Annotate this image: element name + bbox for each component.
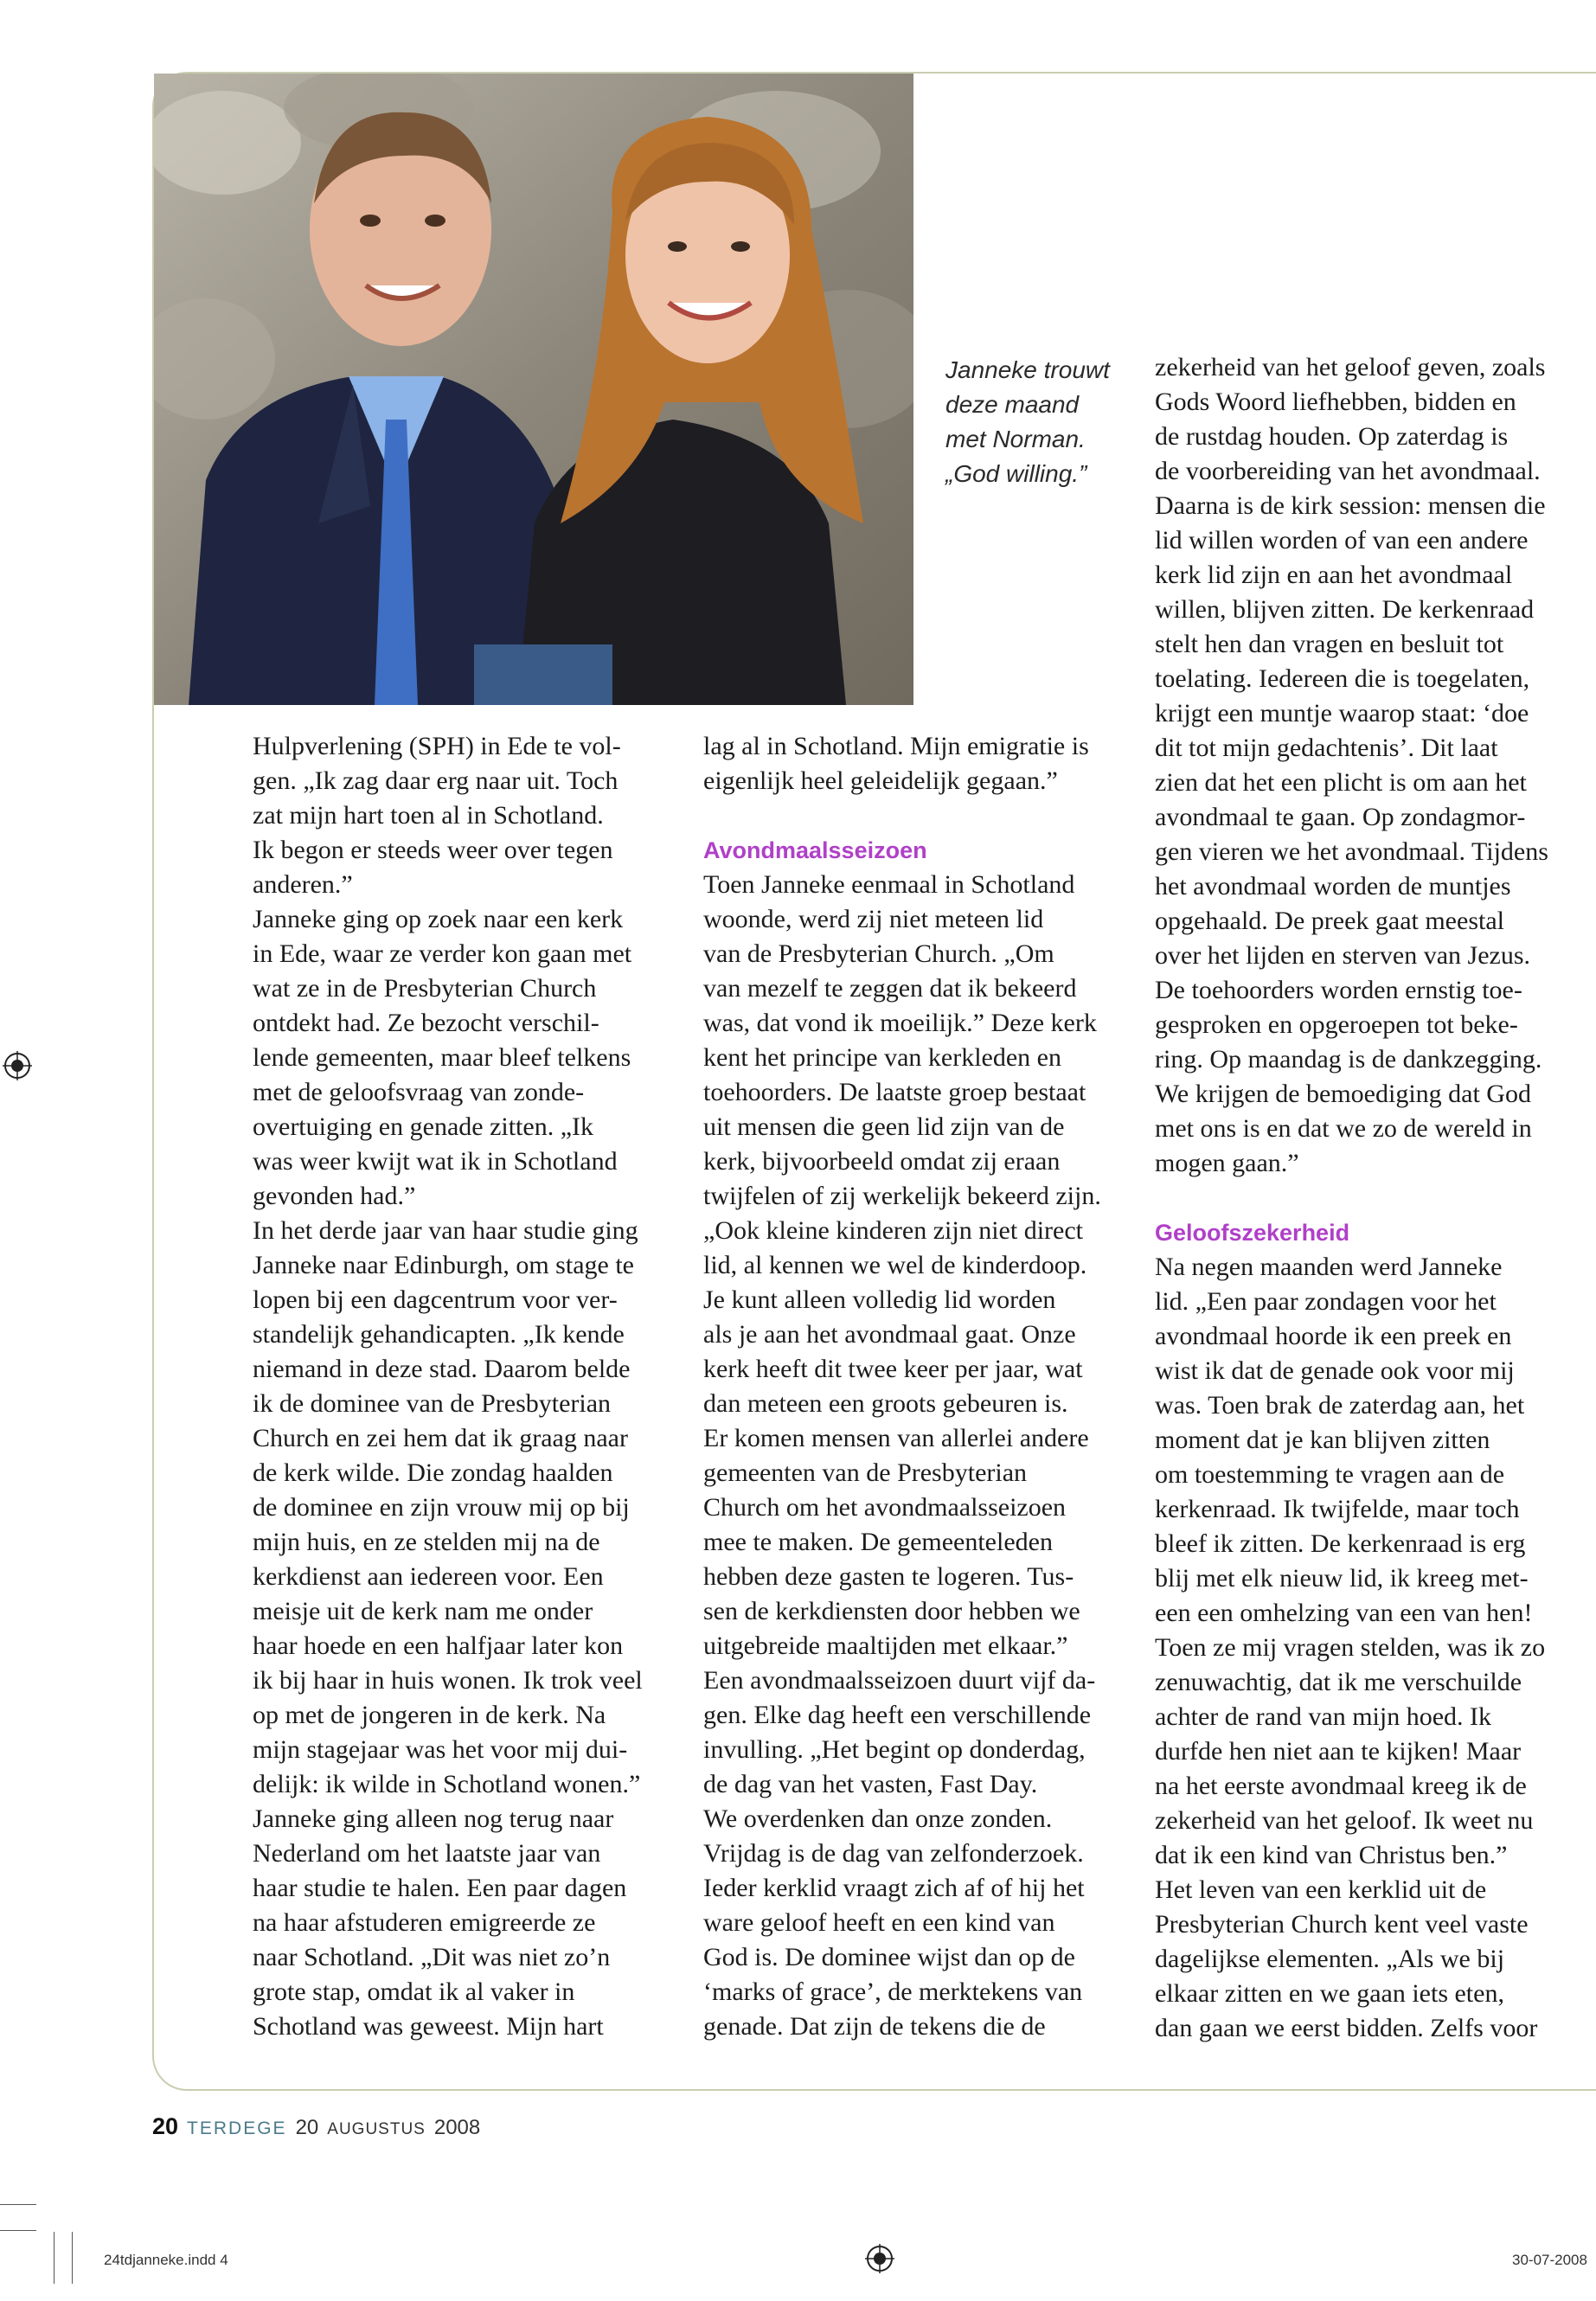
- text-line: sen de kerkdiensten door hebben we: [703, 1597, 1080, 1625]
- text-line: op met de jongeren in de kerk. Na: [253, 1701, 606, 1729]
- text-line: de kerk wilde. Die zondag haalden: [253, 1458, 613, 1487]
- text-line: Daarna is de kirk session: mensen die: [1155, 491, 1546, 520]
- text-line: overtuiging en genade zitten. „Ik: [253, 1112, 594, 1141]
- text-line: lid. „Een paar zondagen voor het: [1155, 1287, 1497, 1316]
- text-line: ik bij haar in huis wonen. Ik trok veel: [253, 1666, 643, 1695]
- registration-mark-icon: [865, 2244, 894, 2273]
- article-column-3: [1155, 350, 1587, 2046]
- text-line: We overdenken dan onze zonden.: [703, 1804, 1053, 1833]
- text-line: gemeenten van de Presbyterian: [703, 1458, 1028, 1487]
- text-line: We krijgen de bemoediging dat God: [1155, 1080, 1531, 1108]
- text-line: delijk: ik wilde in Schotland wonen.”: [253, 1770, 641, 1798]
- text-line: als je aan het avondmaal gaat. Onze: [703, 1320, 1076, 1349]
- text-line: Schotland was geweest. Mijn hart: [253, 2012, 604, 2041]
- text-line: gesproken en opgeroepen tot beke-: [1155, 1010, 1518, 1039]
- text-line: van de Presbyterian Church. „Om: [703, 939, 1054, 968]
- caption-line: „God willing.”: [945, 460, 1087, 487]
- text-line: Vrijdag is de dag van zelfonderzoek.: [703, 1839, 1084, 1868]
- paragraph-gap: [703, 798, 1136, 833]
- text-line: bleef ik zitten. De kerkenraad is erg: [1155, 1529, 1526, 1558]
- text-line: zenuwachtig, dat ik me verschuilde: [1155, 1668, 1522, 1696]
- text-line: wist ik dat de genade ook voor mij: [1155, 1356, 1515, 1385]
- text-line: Janneke naar Edinburgh, om stage te: [253, 1251, 634, 1279]
- text-line: met ons is en dat we zo de wereld in: [1155, 1114, 1532, 1143]
- text-line: opgehaald. De preek gaat meestal: [1155, 907, 1504, 935]
- section-heading: Avondmaalsseizoen: [703, 837, 927, 863]
- text-line: uit mensen die geen lid zijn van de: [703, 1112, 1065, 1141]
- text-line: mee te maken. De gemeenteleden: [703, 1528, 1053, 1556]
- issue-month: AUGUSTUS: [327, 2120, 426, 2138]
- text-line: Church om het avondmaalsseizoen: [703, 1493, 1067, 1522]
- text-line: lid, al kennen we wel de kinderdoop.: [703, 1251, 1087, 1279]
- text-line: gen. Elke dag heeft een verschillende: [703, 1701, 1092, 1729]
- text-line: om toestemming te vragen aan de: [1155, 1460, 1505, 1489]
- text-line: haar studie te halen. Een paar dagen: [253, 1874, 627, 1902]
- crop-mark: [0, 2204, 36, 2205]
- text-line: Ieder kerklid vraagt zich af of hij het: [703, 1874, 1085, 1902]
- text-line: de rustdag houden. Op zaterdag is: [1155, 422, 1509, 451]
- text-line: de dominee en zijn vrouw mij op bij: [253, 1493, 630, 1522]
- text-line: eigenlijk heel geleidelijk gegaan.”: [703, 766, 1058, 795]
- couple-photo-illustration: [154, 74, 913, 705]
- text-line: genade. Dat zijn de tekens die de: [703, 2012, 1046, 2041]
- text-line: gen. „Ik zag daar erg naar uit. Toch: [253, 766, 619, 795]
- text-line: stelt hen dan vragen en besluit tot: [1155, 630, 1504, 658]
- text-line: Janneke ging op zoek naar een kerk: [253, 905, 624, 933]
- text-line: wat ze in de Presbyterian Church: [253, 974, 597, 1003]
- text-line: het avondmaal worden de muntjes: [1155, 872, 1511, 901]
- text-line: de dag van het vasten, Fast Day.: [703, 1770, 1038, 1798]
- text-line: Toen ze mij vragen stelden, was ik zo: [1155, 1633, 1546, 1662]
- text-line: lid willen worden of van een andere: [1155, 526, 1529, 554]
- text-line: Janneke ging alleen nog terug naar: [253, 1804, 614, 1833]
- text-line: kerk heeft dit twee keer per jaar, wat: [703, 1355, 1083, 1383]
- text-line: God is. De dominee wijst dan op de: [703, 1943, 1075, 1971]
- text-line: gen vieren we het avondmaal. Tijdens: [1155, 837, 1548, 866]
- text-line: Een avondmaalsseizoen duurt vijf da-: [703, 1666, 1096, 1695]
- text-line: van mezelf te zeggen dat ik bekeerd: [703, 974, 1077, 1003]
- registration-mark-icon: [3, 1051, 32, 1080]
- text-line: in Ede, waar ze verder kon gaan met: [253, 939, 632, 968]
- text-line: willen, blijven zitten. De kerkenraad: [1155, 595, 1535, 624]
- text-line: na haar afstuderen emigreerde ze: [253, 1908, 596, 1937]
- text-line: kent het principe van kerkleden en: [703, 1043, 1061, 1072]
- page-footer: [152, 2113, 480, 2140]
- slug-date: 30-07-2008: [1512, 2252, 1587, 2268]
- text-line: avondmaal hoorde ik een preek en: [1155, 1322, 1512, 1350]
- text-line: mijn huis, en ze stelden mij na de: [253, 1528, 600, 1556]
- text-line: Ik begon er steeds weer over tegen: [253, 836, 613, 864]
- text-line: In het derde jaar van haar studie ging: [253, 1216, 638, 1245]
- text-line: Toen Janneke eenmaal in Schotland: [703, 870, 1075, 899]
- text-line: haar hoede en een halfjaar later kon: [253, 1631, 624, 1660]
- text-line: na het eerste avondmaal kreeg ik de: [1155, 1772, 1527, 1800]
- text-line: Er komen mensen van allerlei andere: [703, 1424, 1089, 1452]
- text-line: ik de dominee van de Presbyterian: [253, 1389, 612, 1418]
- caption-line: deze maand: [945, 391, 1080, 418]
- text-line: lende gemeenten, maar bleef telkens: [253, 1043, 631, 1072]
- text-line: ring. Op maandag is de dankzegging.: [1155, 1045, 1542, 1074]
- paragraph-gap: [1155, 1181, 1587, 1215]
- text-line: durfde hen niet aan te kijken! Maar: [1155, 1737, 1522, 1766]
- text-line: kerkenraad. Ik twijfelde, maar toch: [1155, 1495, 1520, 1523]
- text-line: mijn stagejaar was het voor mij dui-: [253, 1735, 628, 1764]
- text-line: toehoorders. De laatste groep bestaat: [703, 1078, 1086, 1106]
- text-line: kerkdienst aan iedereen voor. Een: [253, 1562, 604, 1591]
- text-line: invulling. „Het begint op donderdag,: [703, 1735, 1086, 1764]
- text-line: ware geloof heeft en een kind van: [703, 1908, 1055, 1937]
- text-line: dan meteen een groots gebeuren is.: [703, 1389, 1068, 1418]
- text-line: was weer kwijt wat ik in Schotland: [253, 1147, 618, 1176]
- caption-line: met Norman.: [945, 426, 1086, 452]
- text-line: zat mijn hart toen al in Schotland.: [253, 801, 604, 830]
- text-line: dagelijkse elementen. „Als we bij: [1155, 1945, 1505, 1973]
- text-line: achter de rand van mijn hoed. Ik: [1155, 1702, 1492, 1731]
- text-line: moment dat je kan blijven zitten: [1155, 1426, 1490, 1454]
- text-line: ‘marks of grace’, de merktekens van: [703, 1977, 1083, 2006]
- article-column-1: [253, 729, 685, 2044]
- text-line: gevonden had.”: [253, 1182, 416, 1210]
- text-line: een een omhelzing van een van hen!: [1155, 1599, 1533, 1627]
- text-line: lopen bij een dagcentrum voor ver-: [253, 1285, 618, 1314]
- issue-year: 2008: [433, 2116, 481, 2139]
- text-line: Gods Woord liefhebben, bidden en: [1155, 388, 1516, 416]
- text-line: zien dat het een plicht is om aan het: [1155, 768, 1527, 797]
- issue-day: 20: [295, 2116, 319, 2139]
- text-line: Hulpverlening (SPH) in Ede te vol-: [253, 732, 621, 760]
- text-line: anderen.”: [253, 870, 353, 899]
- text-line: mogen gaan.”: [1155, 1149, 1299, 1177]
- text-line: Nederland om het laatste jaar van: [253, 1839, 601, 1868]
- crop-mark: [0, 2230, 36, 2231]
- text-line: avondmaal te gaan. Op zondagmor-: [1155, 803, 1526, 831]
- text-line: lag al in Schotland. Mijn emigratie is: [703, 732, 1089, 760]
- text-line: grote stap, omdat ik al vaker in: [253, 1977, 575, 2006]
- text-line: uitgebreide maaltijden met elkaar.”: [703, 1631, 1068, 1660]
- text-line: was, dat vond ik moeilijk.” Deze kerk: [703, 1009, 1097, 1037]
- section-heading: Geloofszekerheid: [1155, 1220, 1350, 1246]
- text-line: niemand in deze stad. Daarom belde: [253, 1355, 631, 1383]
- text-line: De toehoorders worden ernstig toe-: [1155, 976, 1522, 1004]
- text-line: meisje uit de kerk nam me onder: [253, 1597, 593, 1625]
- text-line: zekerheid van het geloof. Ik weet nu: [1155, 1806, 1534, 1835]
- couple-photo: [154, 74, 913, 705]
- text-line: kerk, bijvoorbeeld omdat zij eraan: [703, 1147, 1061, 1176]
- text-line: Church en zei hem dat ik graag naar: [253, 1424, 628, 1452]
- text-line: Het leven van een kerklid uit de: [1155, 1875, 1487, 1904]
- text-line: toelating. Iedereen die is toegelaten,: [1155, 664, 1530, 693]
- slug-filename: 24tdjanneke.indd 4: [104, 2252, 228, 2268]
- text-line: naar Schotland. „Dit was niet zo’n: [253, 1943, 611, 1971]
- text-line: elkaar zitten en we gaan iets eten,: [1155, 1979, 1504, 2008]
- text-line: „Ook kleine kinderen zijn niet direct: [703, 1216, 1083, 1245]
- text-line: Presbyterian Church kent veel vaste: [1155, 1910, 1529, 1939]
- photo-caption: [945, 353, 1136, 491]
- text-line: krijgt een muntje waarop staat: ‘doe: [1155, 699, 1529, 727]
- text-line: dat ik een kind van Christus ben.”: [1155, 1841, 1508, 1869]
- text-line: blij met elk nieuw lid, ik kreeg met-: [1155, 1564, 1529, 1593]
- caption-line: Janneke trouwt: [945, 356, 1110, 383]
- text-line: dit tot mijn gedachtenis’. Dit laat: [1155, 734, 1498, 762]
- text-line: kerk lid zijn en aan het avondmaal: [1155, 561, 1513, 589]
- text-line: was. Toen brak de zaterdag aan, het: [1155, 1391, 1525, 1420]
- text-line: de voorbereiding van het avondmaal.: [1155, 457, 1541, 485]
- page-number: 20: [152, 2113, 179, 2139]
- crop-mark: [72, 2232, 73, 2284]
- article-column-2: [703, 729, 1136, 2044]
- text-line: Je kunt alleen volledig lid worden: [703, 1285, 1056, 1314]
- text-line: hebben deze gasten te logeren. Tus-: [703, 1562, 1074, 1591]
- text-line: twijfelen of zij werkelijk bekeerd zijn.: [703, 1182, 1101, 1210]
- text-line: standelijk gehandicapten. „Ik kende: [253, 1320, 625, 1349]
- text-line: woonde, werd zij niet meteen lid: [703, 905, 1044, 933]
- text-line: over het lijden en sterven van Jezus.: [1155, 941, 1531, 970]
- text-line: met de geloofsvraag van zonde-: [253, 1078, 585, 1106]
- text-line: Na negen maanden werd Janneke: [1155, 1253, 1503, 1281]
- text-line: ontdekt had. Ze bezocht verschil-: [253, 1009, 599, 1037]
- magazine-name: TERDEGE: [187, 2118, 287, 2138]
- text-line: dan gaan we eerst bidden. Zelfs voor: [1155, 2014, 1538, 2042]
- text-line: zekerheid van het geloof geven, zoals: [1155, 353, 1546, 381]
